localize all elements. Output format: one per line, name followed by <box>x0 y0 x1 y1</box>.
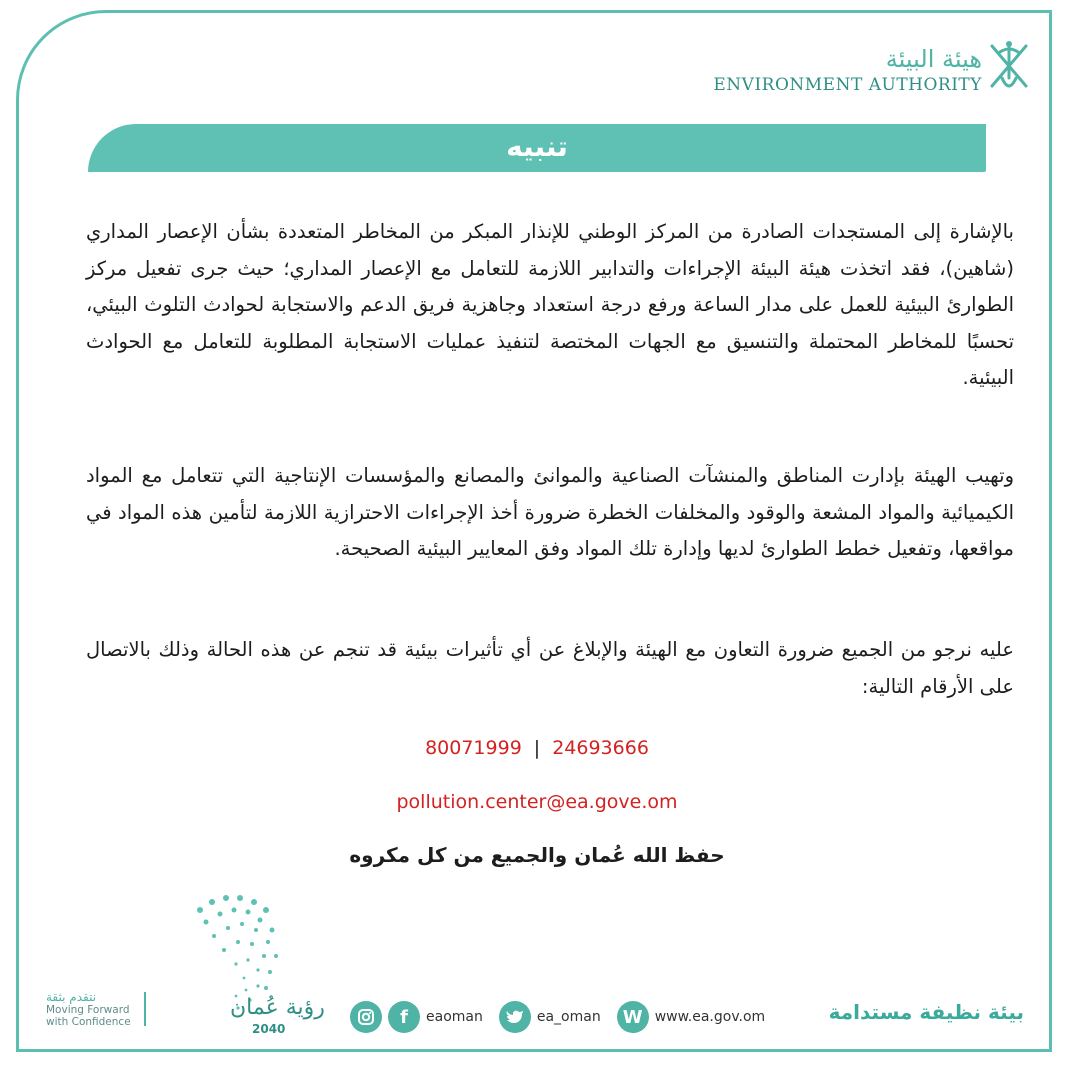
twitter-icon[interactable] <box>499 1001 531 1033</box>
phone-number-2[interactable]: 24693666 <box>552 737 649 759</box>
paragraph-3: عليه نرجو من الجميع ضرورة التعاون مع الهيئة والإبلاغ عن أي تأثيرات بيئية قد تنجم عن هذه الحالة وذلك بالاتصال على الأرقام التالية: <box>86 638 1014 698</box>
logo-english: ENVIRONMENT AUTHORITY <box>713 75 982 95</box>
email-address[interactable]: pollution.center@ea.gove.om <box>396 791 678 813</box>
footer <box>0 980 1074 1040</box>
phone-numbers <box>0 737 1074 759</box>
paragraph-2: وتهيب الهيئة بإدارت المناطق والمنشآت الصناعية والموانئ والمصانع والمؤسسات الإنتاجية التي تتعامل مع المواد الكيميائية والمواد المشعة والوقود والمخلفات الخطرة ضرورة أخذ الإجراءات الاحترازية اللازمة لتأمين هذه المواد في مواقعها، وتفعيل خطط الطوارئ لديها وإدارة تلك المواد وفق المعايير البيئية الصحيحة. <box>86 464 1014 560</box>
mfc-english-2: with Confidence <box>46 1016 131 1028</box>
logo-arabic: هيئة البيئة <box>885 45 982 73</box>
notice-banner <box>88 124 986 172</box>
website-link[interactable]: www.ea.gov.om <box>654 1009 766 1025</box>
facebook-icon[interactable]: f <box>388 1001 420 1033</box>
phone-separator: | <box>533 737 541 759</box>
mfc-english-1: Moving Forward <box>46 1004 130 1016</box>
khanjar-emblem-icon <box>986 38 1032 96</box>
social-links <box>350 1000 775 1034</box>
mfc-divider <box>144 992 146 1026</box>
twitter-handle[interactable]: ea_oman <box>536 1009 601 1025</box>
paragraph-1: بالإشارة إلى المستجدات الصادرة من المركز الوطني للإنذار المبكر من المخاطر المتعددة بشأن الإعصار المداري (شاهين)، فقد اتخذت هيئة البيئة الإجراءات والتدابير اللازمة للتعامل مع الإعصار المداري؛ حيث جرى تفعيل مركز الطوارئ البيئية للعمل على مدار الساعة ورفع درجة استعداد وجاهزية فريق الدعم والاستجابة لحوادث التلوث البيئي، تحسبًا للمخاطر المحتملة والتنسيق مع الجهات المختصة لتنفيذ عمليات الاستجابة المطلوبة للتعامل مع الحوادث البيئية. <box>86 220 1014 389</box>
authority-logo <box>713 44 982 96</box>
vision-year: 2040 <box>252 1022 286 1036</box>
closing-line: حفظ الله عُمان والجميع من كل مكروه <box>349 843 725 867</box>
moving-forward-logo <box>46 990 146 1028</box>
facebook-instagram-handle[interactable]: eaoman <box>426 1009 483 1025</box>
footer-slogan: بيئة نظيفة مستدامة <box>828 1000 1024 1024</box>
notice-title: تنبيه <box>506 130 568 163</box>
phone-number-1[interactable]: 80071999 <box>425 737 522 759</box>
web-icon[interactable]: W <box>617 1001 649 1033</box>
instagram-icon[interactable] <box>350 1001 382 1033</box>
mfc-arabic: نتقدم بثقة <box>46 990 97 1004</box>
vision-arabic: رؤية عُمان <box>230 995 325 1020</box>
